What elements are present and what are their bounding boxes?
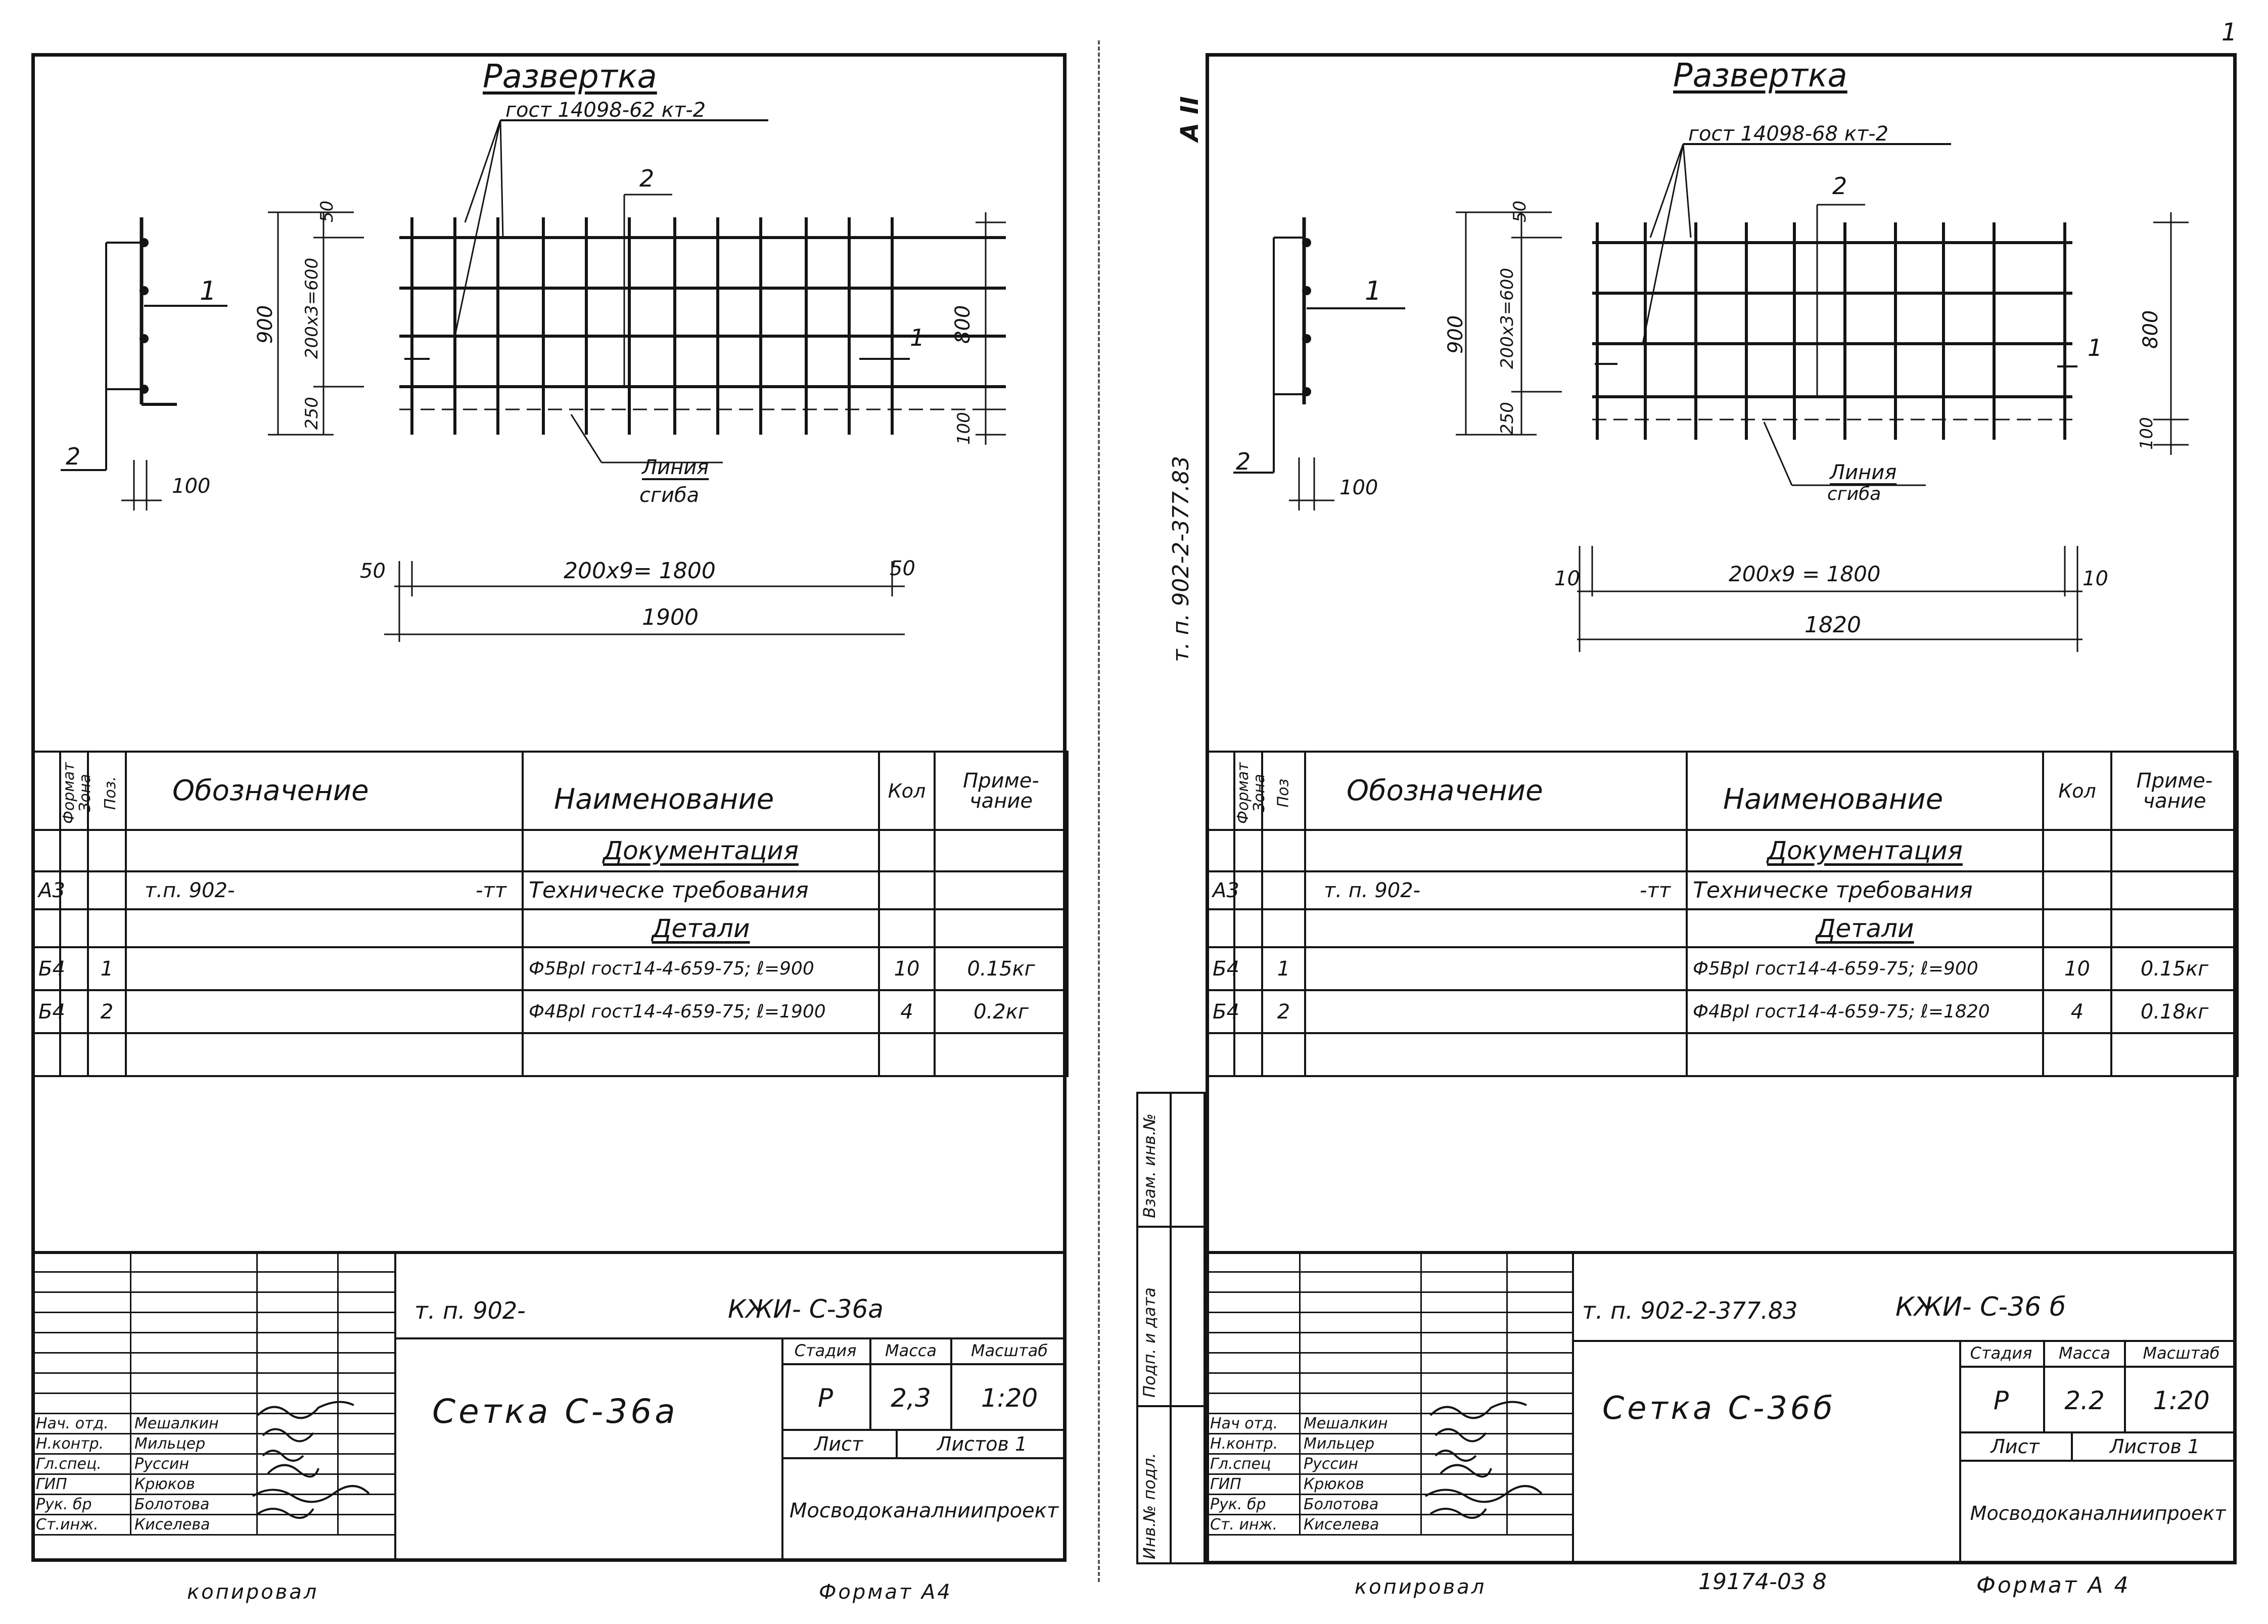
right-pos1-mesh: 1 [2088,334,2103,361]
right-side-roman: А II [1176,96,1204,142]
signature-role: ГИП [32,1474,131,1495]
signature-role: Н.контр. [32,1434,131,1454]
right-dim-100-small: 100 [1339,476,1378,499]
right-organization: Мосводоканалниипроект [1970,1502,2226,1524]
spec-header-note: Приме-чание [2111,752,2238,830]
signature-role: Гл.спец. [32,1454,131,1474]
right-stage-label: Стадия [1959,1340,2045,1368]
right-dim-10-right: 10 [2082,567,2108,590]
right-dim-total: 1820 [1804,612,1861,638]
right-dim-200x3: 200х3=600 [1497,267,1517,369]
right-dim-50-top: 50 [1510,200,1530,222]
spec-section-parts: Детали [1816,913,1914,943]
right-footer-copied: копировал [1355,1575,1487,1599]
left-pos2-side: 2 [66,443,81,470]
left-mass-label: Масса [871,1337,952,1365]
right-dim-10-left: 10 [1554,567,1580,590]
right-doc-code-suffix: КЖИ- С-36 б [1895,1292,2066,1322]
right-bend-line-label-1: Линия [1830,461,1897,484]
left-doc-code: т. п. 902- [414,1297,526,1324]
left-gost-label: гост 14098-62 кт-2 [505,99,706,122]
signature-role: Рук. бр [32,1495,131,1515]
left-pos2-callout: 2 [639,165,655,192]
spec-row-pos: 1 [1262,947,1305,990]
signature-name: Мильцер [1300,1434,1421,1454]
spec-header-zone: Зона [1234,752,1262,830]
left-dim-50-top: 50 [317,200,337,222]
side-stamp-inventory: Инв.№ подл. [1140,1453,1159,1559]
spec-row-pos: 1 [88,947,126,990]
left-pos1-side: 1 [200,276,217,306]
left-mass-value: 2,3 [871,1365,952,1431]
spec-header-qty: Кол [879,752,935,830]
signature-role: Гл.спец [1207,1454,1300,1474]
left-dim-50-right: 50 [890,557,915,580]
spec-row-note: 0.2кг [935,990,1068,1033]
left-doc-code-suffix: КЖИ- С-36а [728,1294,884,1324]
spec-row-name: Ф5ВрI гост14-4-659-75; ℓ=900 [523,947,879,990]
spec-header-designation: Обозначение [1305,752,1687,830]
right-dim-100-right: 100 [2137,417,2157,450]
signature-role: Н.контр. [1207,1434,1300,1454]
spec-row-qty: 10 [2043,947,2111,990]
right-doc-code: т. п. 902-2-377.83 [1582,1297,1798,1324]
left-drawing-name: Сетка С-36а [432,1392,678,1431]
left-dim-900: 900 [254,305,277,344]
right-stage-value: Р [1959,1368,2045,1433]
right-pos2-side: 2 [1236,448,1251,475]
signature-role: Рук. бр [1207,1495,1300,1515]
right-sheet-label: Лист [1959,1431,2073,1462]
left-stage-value: Р [781,1365,871,1431]
left-bend-line-label-1: Линия [642,456,709,479]
spec-header-designation: Обозначение [126,752,523,830]
right-bend-line-label-2: сгиба [1827,484,1881,504]
sheet-corner-mark: 1 [2221,18,2237,47]
left-dim-800: 800 [951,305,975,344]
left-dim-total: 1900 [642,605,699,630]
spec-header-name: Наименование [1687,752,2043,830]
spec-row-format: Б4 [32,990,60,1033]
spec-row-format: Б4 [32,947,60,990]
signature-name: Болотова [1300,1495,1421,1515]
right-pos1-side: 1 [1365,276,1382,306]
spec-header-format: Формат [1207,752,1234,830]
right-gost-label: гост 14098-68 кт-2 [1688,122,1889,146]
right-footer-archive-number: 19174-03 8 [1698,1569,1827,1595]
signature-name: Крюков [131,1474,257,1495]
spec-row-name: Техническе требования [1687,871,2043,909]
right-title-name-cell [1572,1340,1961,1564]
spec-row-note: 0.15кг [2111,947,2238,990]
left-organization: Мосводоканалниипроект [789,1499,1059,1522]
left-pos1-mesh: 1 [910,324,925,351]
left-dim-200x9: 200х9= 1800 [564,558,716,584]
spec-section-docs: Документация [603,836,799,865]
spec-section-docs: Документация [1767,836,1963,865]
spec-row-pos: 2 [1262,990,1305,1033]
left-bend-line-label-2: сгиба [639,484,700,507]
right-mass-value: 2.2 [2045,1368,2126,1433]
spec-header-name: Наименование [523,752,879,830]
signature-role: Нач отд. [1207,1414,1300,1434]
spec-row-qty: 10 [879,947,935,990]
signature-name: Мильцер [131,1434,257,1454]
left-footer-format: Формат А4 [819,1581,952,1604]
left-unfold-title: Развертка [483,58,657,96]
spec-row-qty: 4 [879,990,935,1033]
right-pos2-callout: 2 [1832,172,1847,200]
signature-name: Мешалкин [131,1414,257,1434]
spec-row-pos: 2 [88,990,126,1033]
left-stage-label: Стадия [781,1337,871,1365]
spec-row-format: Б4 [1207,947,1234,990]
spec-row-name: Техническе требования [523,871,879,909]
spec-section-parts: Детали [652,913,750,943]
spec-row-note: 0.18кг [2111,990,2238,1033]
signature-name: Руссин [1300,1454,1421,1474]
signature-name: Киселева [131,1515,257,1535]
left-scale-label: Масштаб [952,1337,1067,1365]
signature-name: Крюков [1300,1474,1421,1495]
right-mass-label: Масса [2045,1340,2126,1368]
spec-row-format: А3 [32,871,60,909]
side-stamp-signature-date: Подп. и дата [1140,1287,1159,1398]
left-sheet-label: Лист [781,1429,898,1459]
signature-role: Ст. инж. [1207,1515,1300,1535]
signature-role: ГИП [1207,1474,1300,1495]
left-dim-200x3: 200х3=600 [302,257,322,359]
spec-row-name: Ф4ВрI гост14-4-659-75; ℓ=1820 [1687,990,2043,1033]
left-dim-50-left: 50 [360,560,386,583]
spec-row-designation: т. п. 902- -тт [1305,871,1687,909]
signature-role: Ст.инж. [32,1515,131,1535]
left-sheets-label: Листов 1 [937,1433,1028,1455]
right-dim-200x9: 200х9 = 1800 [1729,562,1881,586]
spec-header-qty: Кол [2043,752,2111,830]
left-scale-value: 1:20 [981,1383,1038,1413]
signature-name: Мешалкин [1300,1414,1421,1434]
signature-name: Киселева [1300,1515,1421,1535]
right-side-doc-label: т. п. 902-2-377.83 [1168,455,1194,662]
right-scale-value: 1:20 [2153,1386,2210,1415]
spec-header-note: Приме-чание [935,752,1068,830]
spec-row-format: А3 [1207,871,1234,909]
spec-header-pos: Поз. [88,752,126,830]
right-dim-900: 900 [1444,315,1467,354]
left-footer-copied: копировал [187,1581,319,1604]
spec-header-format: Формат [32,752,60,830]
signature-role: Нач. отд. [32,1414,131,1434]
spec-row-qty: 4 [2043,990,2111,1033]
side-stamp-replacement: Взам. инв.№ [1140,1113,1159,1218]
spec-row-name: Ф5ВрI гост14-4-659-75; ℓ=900 [1687,947,2043,990]
right-dim-800: 800 [2139,310,2162,349]
spec-row-name: Ф4ВрI гост14-4-659-75; ℓ=1900 [523,990,879,1033]
left-dim-100-right: 100 [954,412,974,445]
right-scale-label: Масштаб [2126,1340,2237,1368]
spec-header-zone: Зона [60,752,88,830]
right-drawing-name: Сетка С-36б [1602,1389,1836,1426]
signature-name: Болотова [131,1495,257,1515]
spec-row-designation: т.п. 902- -тт [126,871,523,909]
right-footer-format: Формат А 4 [1976,1572,2131,1598]
right-unfold-title: Развертка [1673,57,1847,95]
right-dim-250: 250 [1497,402,1517,435]
spec-row-format: Б4 [1207,990,1234,1033]
left-dim-100-small: 100 [172,475,211,498]
left-dim-250: 250 [302,397,322,430]
spec-header-pos: Поз [1262,752,1305,830]
signature-name: Руссин [131,1454,257,1474]
right-sheets-label: Листов 1 [2109,1435,2200,1458]
spec-row-note: 0.15кг [935,947,1068,990]
